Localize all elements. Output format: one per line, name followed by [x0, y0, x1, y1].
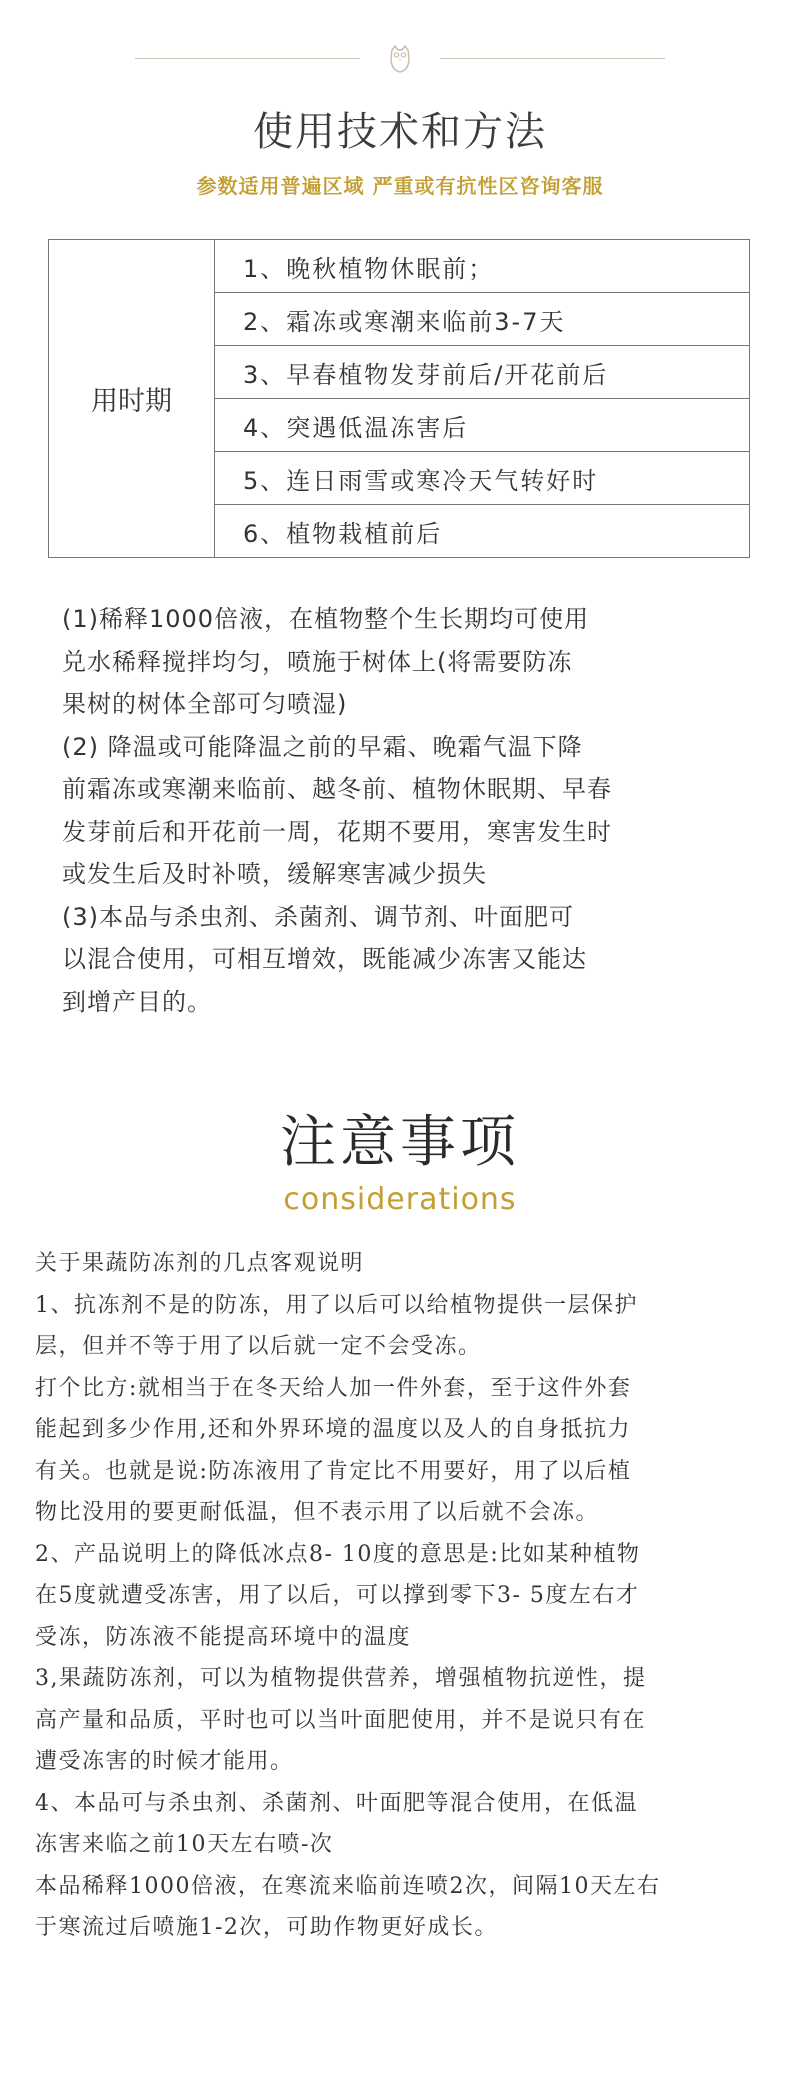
- section-subtitle-usage: 参数适用普遍区域 严重或有抗性区咨询客服: [196, 174, 604, 198]
- note-line: 4、本品可与杀虫剂、杀菌剂、叶面肥等混合使用，在低温: [35, 1790, 638, 1816]
- usage-line: (2) 降温或可能降温之前的早霜、晚霜气温下降: [62, 732, 583, 761]
- note-line: 关于果蔬防冻剂的几点客观说明: [35, 1251, 365, 1276]
- period-item: 3、早春植物发芽前后/开花前后: [215, 346, 750, 399]
- usage-line: 前霜冻或寒潮来临前、越冬前、植物休眠期、早春: [62, 775, 612, 803]
- period-label: 用时期: [49, 240, 215, 558]
- note-line: 有关。也就是说:防冻液用了肯定比不用要好，用了以后植: [35, 1458, 632, 1484]
- usage-line: 发芽前后和开花前一周，花期不要用，寒害发生时: [62, 817, 612, 846]
- application-period-table: [48, 239, 750, 558]
- period-item: 4、突遇低温冻害后: [215, 399, 750, 452]
- considerations-notes: [35, 1243, 770, 1949]
- note-line: 1、抗冻剂不是的防冻，用了以后可以给植物提供一层保护: [35, 1292, 638, 1318]
- period-item: 6、植物栽植前后: [215, 505, 750, 558]
- note-line: 高产量和品质，平时也可以当叶面肥使用，并不是说只有在: [35, 1707, 647, 1733]
- header-ornament: [135, 44, 665, 74]
- section-subtitle-considerations: considerations: [283, 1182, 517, 1217]
- period-item: 5、连日雨雪或寒冷天气转好时: [215, 452, 750, 505]
- usage-line: 兑水稀释搅拌均匀，喷施于树体上(将需要防冻: [62, 647, 573, 676]
- usage-line: 果树的树体全部可匀喷湿): [62, 690, 348, 718]
- note-line: 受冻，防冻液不能提高环境中的温度: [35, 1624, 412, 1650]
- section-title-considerations: 注意事项: [280, 1110, 520, 1175]
- ornament-line-right: [440, 58, 665, 59]
- usage-line: 或发生后及时补喷，缓解寒害减少损失: [62, 860, 487, 888]
- note-line: 遭受冻害的时候才能用。: [35, 1749, 294, 1774]
- note-line: 3,果蔬防冻剂，可以为植物提供营养，增强植物抗逆性，提: [35, 1666, 647, 1691]
- note-line: 本品稀释1000倍液，在寒流来临前连喷2次，间隔10天左右: [35, 1873, 661, 1899]
- section-title-usage: 使用技术和方法: [253, 109, 547, 155]
- period-item: 1、晚秋植物休眠前；: [215, 240, 750, 293]
- note-line: 打个比方:就相当于在冬天给人加一件外套，至于这件外套: [35, 1375, 632, 1401]
- usage-line: (1)稀释1000倍液，在植物整个生长期均可使用: [62, 605, 590, 633]
- note-line: 冻害来临之前10天左右喷-次: [35, 1832, 334, 1857]
- note-line: 于寒流过后喷施1-2次，可助作物更好成长。: [35, 1915, 498, 1940]
- note-line: 在5度就遭受冻害，用了以后，可以撑到零下3- 5度左右才: [35, 1583, 640, 1608]
- usage-line: 以混合使用，可相互增效，既能减少冻害又能达: [62, 945, 587, 973]
- ornament-line-left: [135, 58, 360, 59]
- usage-instructions: [62, 598, 762, 1023]
- owl-icon: [387, 44, 413, 74]
- note-line: 物比没用的要更耐低温，但不表示用了以后就不会冻。: [35, 1500, 600, 1525]
- note-line: 2、产品说明上的降低冰点8- 10度的意思是:比如某种植物: [35, 1541, 641, 1567]
- period-item: 2、霜冻或寒潮来临前3-7天: [215, 293, 750, 346]
- note-line: 能起到多少作用,还和外界环境的温度以及人的自身抵抗力: [35, 1417, 631, 1442]
- usage-line: 到增产目的。: [62, 987, 212, 1016]
- note-line: 层，但并不等于用了以后就一定不会受冻。: [35, 1334, 482, 1359]
- usage-line: (3)本品与杀虫剂、杀菌剂、调节剂、叶面肥可: [62, 902, 574, 931]
- table-row: [49, 240, 750, 293]
